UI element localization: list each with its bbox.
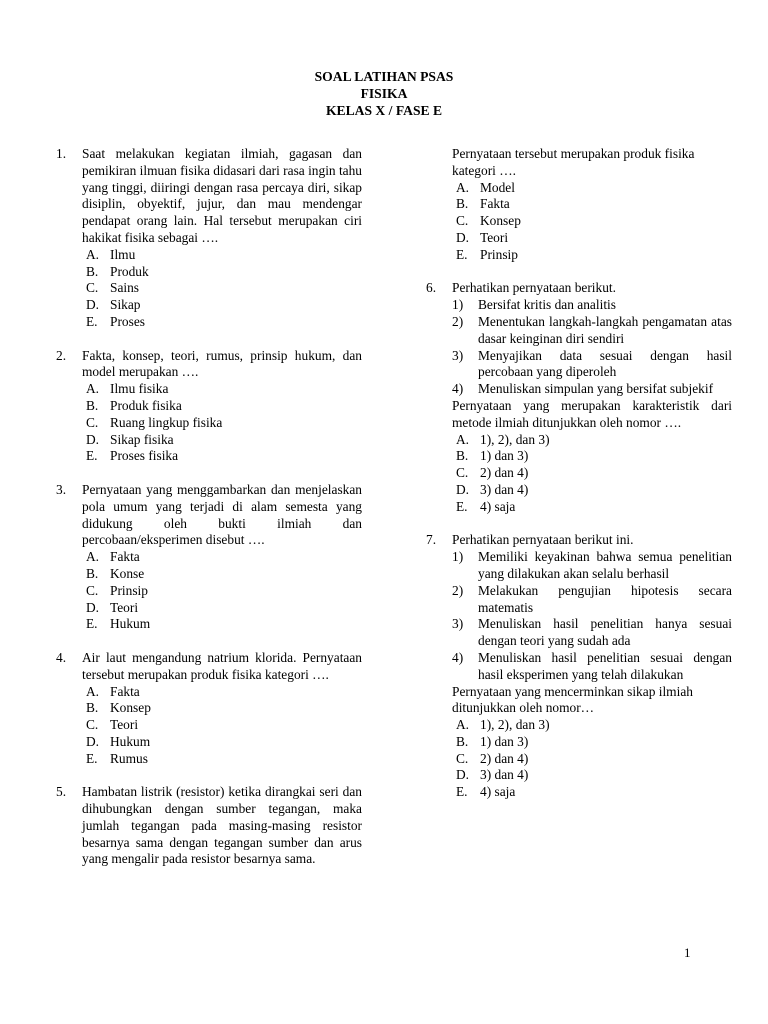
option-c <box>82 415 362 432</box>
option-text: Ilmu <box>110 246 136 262</box>
option-letter: B. <box>86 700 99 716</box>
question-stem: Fakta, konsep, teori, rumus, prinsip hukum, dan model merupakan …. <box>82 347 362 380</box>
option-d <box>82 432 362 449</box>
option-text: Produk <box>110 263 149 279</box>
option-d <box>452 482 732 499</box>
statement-item <box>452 314 732 348</box>
option-letter: A. <box>86 246 100 262</box>
option-text: Produk fisika <box>110 397 182 413</box>
statement-text: Bersifat kritis dan analitis <box>478 297 616 313</box>
option-b <box>452 448 732 465</box>
option-text: 1) dan 3) <box>480 733 529 749</box>
option-letter: A. <box>86 549 100 565</box>
option-text: Model <box>480 179 515 195</box>
options-list <box>452 180 732 264</box>
question-4 <box>56 650 362 768</box>
statement-text: Menentukan langkah-langkah pengamatan atas dasar keinginan diri sendiri <box>478 313 732 346</box>
question-number: 3. <box>56 481 67 497</box>
options-list <box>82 684 362 768</box>
question-stem: Perhatikan pernyataan berikut. <box>452 280 616 296</box>
option-text: Fakta <box>110 549 140 565</box>
title-line-3: KELAS X / FASE E <box>325 103 443 118</box>
option-letter: A. <box>456 717 470 733</box>
option-letter: D. <box>456 767 470 783</box>
options-list <box>82 247 362 331</box>
right-column <box>426 146 732 818</box>
option-e <box>452 247 732 264</box>
question-prompt: Pernyataan yang mencerminkan sikap ilmiah ditunjukkan oleh nomor… <box>452 683 693 716</box>
option-e <box>82 751 362 768</box>
option-text: Rumus <box>110 750 148 766</box>
statement-item <box>452 616 732 650</box>
option-letter: B. <box>86 565 99 581</box>
statement-item <box>452 650 732 684</box>
option-letter: A. <box>456 431 470 447</box>
option-text: Konse <box>110 565 145 581</box>
option-text: Proses fisika <box>110 448 179 464</box>
option-e <box>82 448 362 465</box>
options-list <box>452 432 732 516</box>
option-a <box>82 381 362 398</box>
option-letter: D. <box>86 733 100 749</box>
option-text: 3) dan 4) <box>480 767 529 783</box>
option-text: Fakta <box>480 196 510 212</box>
question-1 <box>56 146 362 331</box>
option-letter: D. <box>456 229 470 245</box>
statement-number: 3) <box>452 347 464 363</box>
statement-number: 2) <box>452 582 464 598</box>
option-b <box>82 398 362 415</box>
statements-list <box>452 549 732 683</box>
statement-number: 1) <box>452 549 464 565</box>
option-letter: C. <box>86 717 99 733</box>
statement-number: 2) <box>452 313 464 329</box>
option-text: Teori <box>480 229 509 245</box>
question-stem: Pernyataan yang menggambarkan dan menjelaskan pola umum yang terjadi di alam semesta yang didukung oleh bukti ilmiah dan percobaan/eksperimen disebut …. <box>82 481 362 548</box>
question-6 <box>426 280 732 515</box>
option-d <box>82 734 362 751</box>
statement-text: Menuliskan hasil penelitian sesuai dengan hasil eksperimen yang telah dilakukan <box>478 649 732 682</box>
option-letter: C. <box>456 465 469 481</box>
option-text: 1) dan 3) <box>480 448 529 464</box>
question-stem: Hambatan listrik (resistor) ketika dirangkai seri dan dihubungkan dengan sumber tegangan, maka jumlah tegangan pada masing-masing resistor besarnya sama dengan tegangan sumber dan arus yang mengalir pada resistor besarnya sama. <box>82 784 362 867</box>
option-text: Ilmu fisika <box>110 381 169 397</box>
option-letter: B. <box>456 448 469 464</box>
option-e <box>452 499 732 516</box>
option-c <box>452 213 732 230</box>
statement-text: Menyajikan data sesuai dengan hasil percobaan yang diperoleh <box>478 347 732 380</box>
statement-text: Melakukan pengujian hipotesis secara matematis <box>478 582 732 615</box>
option-letter: D. <box>86 431 100 447</box>
option-text: Konsep <box>480 213 521 229</box>
question-number: 1. <box>56 146 67 161</box>
option-text: Hukum <box>110 733 151 749</box>
question-prompt: Pernyataan yang merupakan karakteristik dari metode ilmiah ditunjukkan oleh nomor …. <box>452 397 732 430</box>
option-text: 1), 2), dan 3) <box>480 717 550 733</box>
option-text: Sains <box>110 280 140 296</box>
option-a <box>82 549 362 566</box>
option-a <box>452 432 732 449</box>
option-text: Konsep <box>110 700 151 716</box>
option-c <box>452 751 732 768</box>
question-number: 5. <box>56 784 67 800</box>
option-c <box>452 465 732 482</box>
option-c <box>82 717 362 734</box>
option-letter: E. <box>456 246 468 262</box>
option-letter: B. <box>456 733 469 749</box>
option-letter: A. <box>86 683 100 699</box>
options-list <box>82 549 362 633</box>
option-letter: B. <box>86 263 99 279</box>
statements-list <box>452 297 732 398</box>
option-c <box>82 583 362 600</box>
statement-text: Memiliki keyakinan bahwa semua penelitian yang dilakukan akan selalu berhasil <box>478 549 732 581</box>
option-d <box>82 297 362 314</box>
option-text: 3) dan 4) <box>480 481 529 497</box>
option-e <box>452 784 732 801</box>
option-letter: D. <box>456 481 470 497</box>
option-text: 1), 2), dan 3) <box>480 431 550 447</box>
option-a <box>452 717 732 734</box>
question-number: 2. <box>56 347 67 363</box>
option-text: Teori <box>110 717 139 733</box>
option-e <box>82 616 362 633</box>
statement-number: 4) <box>452 381 464 397</box>
option-letter: E. <box>86 313 98 329</box>
question-5 <box>56 784 362 868</box>
option-letter: B. <box>86 397 99 413</box>
option-text: 2) dan 4) <box>480 750 529 766</box>
option-letter: E. <box>456 784 468 800</box>
option-letter: E. <box>456 498 468 514</box>
option-letter: C. <box>456 213 469 229</box>
option-text: Teori <box>110 599 139 615</box>
option-text: Fakta <box>110 683 140 699</box>
option-b <box>82 264 362 281</box>
left-column <box>56 146 362 885</box>
title-line-1: SOAL LATIHAN PSAS <box>314 69 454 84</box>
document-title <box>0 68 768 119</box>
option-text: Sikap <box>110 297 141 313</box>
option-b <box>82 566 362 583</box>
question-stem: Air laut mengandung natrium klorida. Pernyataan tersebut merupakan produk fisika kategori …. <box>82 649 362 682</box>
option-a <box>82 684 362 701</box>
option-text: Sikap fisika <box>110 431 174 447</box>
question-stem-continuation: Pernyataan tersebut merupakan produk fisika kategori …. <box>452 146 695 178</box>
options-list <box>452 717 732 801</box>
option-letter: C. <box>86 414 99 430</box>
option-text: 2) dan 4) <box>480 465 529 481</box>
option-letter: E. <box>86 616 98 632</box>
statement-number: 1) <box>452 297 464 313</box>
option-text: Ruang lingkup fisika <box>110 414 223 430</box>
option-a <box>452 180 732 197</box>
option-b <box>452 196 732 213</box>
question-7 <box>426 532 732 801</box>
option-letter: C. <box>86 280 99 296</box>
option-a <box>82 247 362 264</box>
statement-text: Menuliskan simpulan yang bersifat subjekif <box>478 381 714 397</box>
page-number: 1 <box>684 945 691 960</box>
option-d <box>82 600 362 617</box>
statement-text: Menuliskan hasil penelitian hanya sesuai dengan teori yang sudah ada <box>478 616 732 649</box>
question-number: 4. <box>56 649 67 665</box>
statement-item <box>452 583 732 617</box>
option-letter: E. <box>86 750 98 766</box>
option-text: Prinsip <box>110 582 148 598</box>
option-e <box>82 314 362 331</box>
option-text: Proses <box>110 313 145 329</box>
option-c <box>82 280 362 297</box>
statement-item <box>452 549 732 583</box>
question-number: 6. <box>426 280 437 296</box>
statement-item <box>452 381 732 398</box>
option-d <box>452 767 732 784</box>
question-3 <box>56 482 362 633</box>
statement-number: 4) <box>452 649 464 665</box>
option-text: Prinsip <box>480 246 518 262</box>
question-stem: Saat melakukan kegiatan ilmiah, gagasan dan pemikiran ilmuan fisika didasari dari rasa ingin tahu yang tinggi, diiringi dengan rasa percaya diri, sikap disiplin, obyektif, jujur, dan mau mendengar pendapat orang lain. Hal tersebut merupakan ciri hakikat fisika sebagai …. <box>82 146 363 245</box>
option-letter: B. <box>456 196 469 212</box>
question-stem: Perhatikan pernyataan berikut ini. <box>452 532 634 548</box>
question-5-continued <box>426 146 732 264</box>
option-letter: D. <box>86 297 100 313</box>
question-2 <box>56 348 362 466</box>
option-text: 4) saja <box>480 784 516 800</box>
option-text: Hukum <box>110 616 151 632</box>
statement-item <box>452 348 732 382</box>
option-letter: A. <box>456 179 470 195</box>
option-d <box>452 230 732 247</box>
question-number: 7. <box>426 532 437 548</box>
options-list <box>82 381 362 465</box>
statement-item <box>452 297 732 314</box>
option-b <box>82 700 362 717</box>
option-letter: D. <box>86 599 100 615</box>
option-letter: C. <box>86 582 99 598</box>
option-text: 4) saja <box>480 498 516 514</box>
option-letter: A. <box>86 381 100 397</box>
statement-number: 3) <box>452 616 464 632</box>
title-line-2: FISIKA <box>360 86 408 101</box>
option-letter: C. <box>456 750 469 766</box>
option-letter: E. <box>86 448 98 464</box>
option-b <box>452 734 732 751</box>
